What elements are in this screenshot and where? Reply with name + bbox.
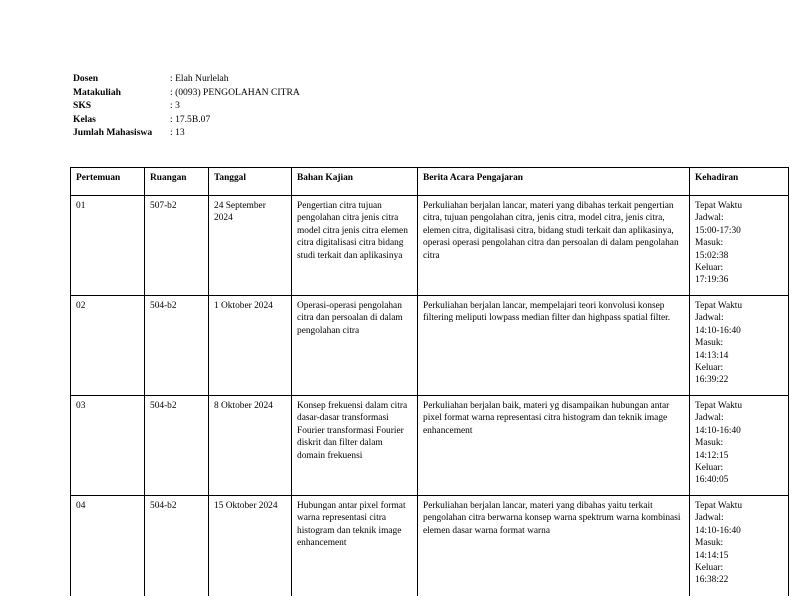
dosen-row (73, 72, 300, 86)
cell-ruangan: 504-b2 (145, 396, 209, 496)
matakuliah-label: Matakuliah (73, 86, 121, 98)
kelas-row (73, 113, 300, 127)
cell-kehadiran: Tepat Waktu Jadwal: 14:10-16:40 Masuk: 14:14:15 Keluar: 16:38:22 (690, 496, 789, 596)
column-header-ruangan: Ruangan (145, 168, 209, 196)
cell-berita-acara: Perkuliahan berjalan lancar, materi yang dibahas terkait pengertian citra, tujuan pengolahan citra, jenis citra, model citra, jenis citra, elemen citra, digitalisasi citra, bidang studi terkait dan aplikasinya, operasi operasi pengolahan citra dan persoalan di dalam pengolahan citra (418, 196, 690, 296)
cell-ruangan: 504-b2 (145, 496, 209, 596)
column-header-kehadiran: Kehadiran (690, 168, 789, 196)
matakuliah-row (73, 86, 300, 100)
table-row (71, 196, 789, 296)
jumlah-mahasiswa-label: Jumlah Mahasiswa (73, 127, 153, 139)
cell-bahan-kajian: Pengertian citra tujuan pengolahan citra jenis citra model citra jenis citra elemen citra digitalisasi citra bidang studi terkait dan aplikasinya (292, 196, 418, 296)
dosen-value: : Elah Nurlelah (170, 73, 229, 84)
column-header-bahan-kajian: Bahan Kajian (292, 168, 418, 196)
attendance-table (70, 167, 789, 596)
cell-kehadiran: Tepat Waktu Jadwal: 15:00-17:30 Masuk: 15:02:38 Keluar: 17:19:36 (690, 196, 789, 296)
cell-berita-acara: Perkuliahan berjalan baik, materi yg disampaikan hubungan antar pixel format warna representasi citra histogram dan teknik image enhancement (418, 396, 690, 496)
cell-tanggal: 8 Oktober 2024 (209, 396, 292, 496)
cell-tanggal: 15 Oktober 2024 (209, 496, 292, 596)
cell-ruangan: 507-b2 (145, 196, 209, 296)
cell-tanggal: 1 Oktober 2024 (209, 296, 292, 396)
column-header-berita-acara: Berita Acara Pengajaran (418, 168, 690, 196)
kelas-label: Kelas (73, 113, 96, 125)
cell-pertemuan: 03 (71, 396, 145, 496)
course-header (73, 72, 300, 140)
matakuliah-value: : (0093) PENGOLAHAN CITRA (170, 86, 300, 98)
cell-pertemuan: 01 (71, 196, 145, 296)
cell-bahan-kajian: Operasi-operasi pengolahan citra dan persoalan di dalam pengolahan citra (292, 296, 418, 396)
table-header-row (71, 168, 789, 196)
jumlah-mahasiswa-row (73, 126, 300, 140)
column-header-tanggal: Tanggal (209, 168, 292, 196)
cell-ruangan: 504-b2 (145, 296, 209, 396)
table-row (71, 396, 789, 496)
sks-value: : 3 (170, 100, 180, 112)
cell-berita-acara: Perkuliahan berjalan lancar, mempelajari teori konvolusi konsep filtering meliputi lowpass median filter dan highpass spatial filter. (418, 296, 690, 396)
sks-label: SKS (73, 100, 92, 112)
jumlah-mahasiswa-value: : 13 (170, 127, 185, 139)
cell-kehadiran: Tepat Waktu Jadwal: 14:10-16:40 Masuk: 14:13:14 Keluar: 16:39:22 (690, 296, 789, 396)
cell-berita-acara: Perkuliahan berjalan lancar, materi yang dibahas yaitu terkait pengolahan citra berwarna konsep warna spektrum warna kombinasi elemen dasar warna format warna (418, 496, 690, 596)
cell-pertemuan: 04 (71, 496, 145, 596)
table-row (71, 496, 789, 596)
table-row (71, 296, 789, 396)
cell-pertemuan: 02 (71, 296, 145, 396)
column-header-pertemuan: Pertemuan (71, 168, 145, 196)
cell-bahan-kajian: Hubungan antar pixel format warna representasi citra histogram dan teknik image enhancement (292, 496, 418, 596)
kelas-value: : 17.5B.07 (170, 113, 211, 125)
cell-bahan-kajian: Konsep frekuensi dalam citra dasar-dasar transformasi Fourier transformasi Fourier diskrit dan filter dalam domain frekuensi (292, 396, 418, 496)
cell-kehadiran: Tepat Waktu Jadwal: 14:10-16:40 Masuk: 14:12:15 Keluar: 16:40:05 (690, 396, 789, 496)
cell-tanggal: 24 September 2024 (209, 196, 292, 296)
dosen-label: Dosen (73, 73, 99, 84)
sks-row (73, 99, 300, 113)
